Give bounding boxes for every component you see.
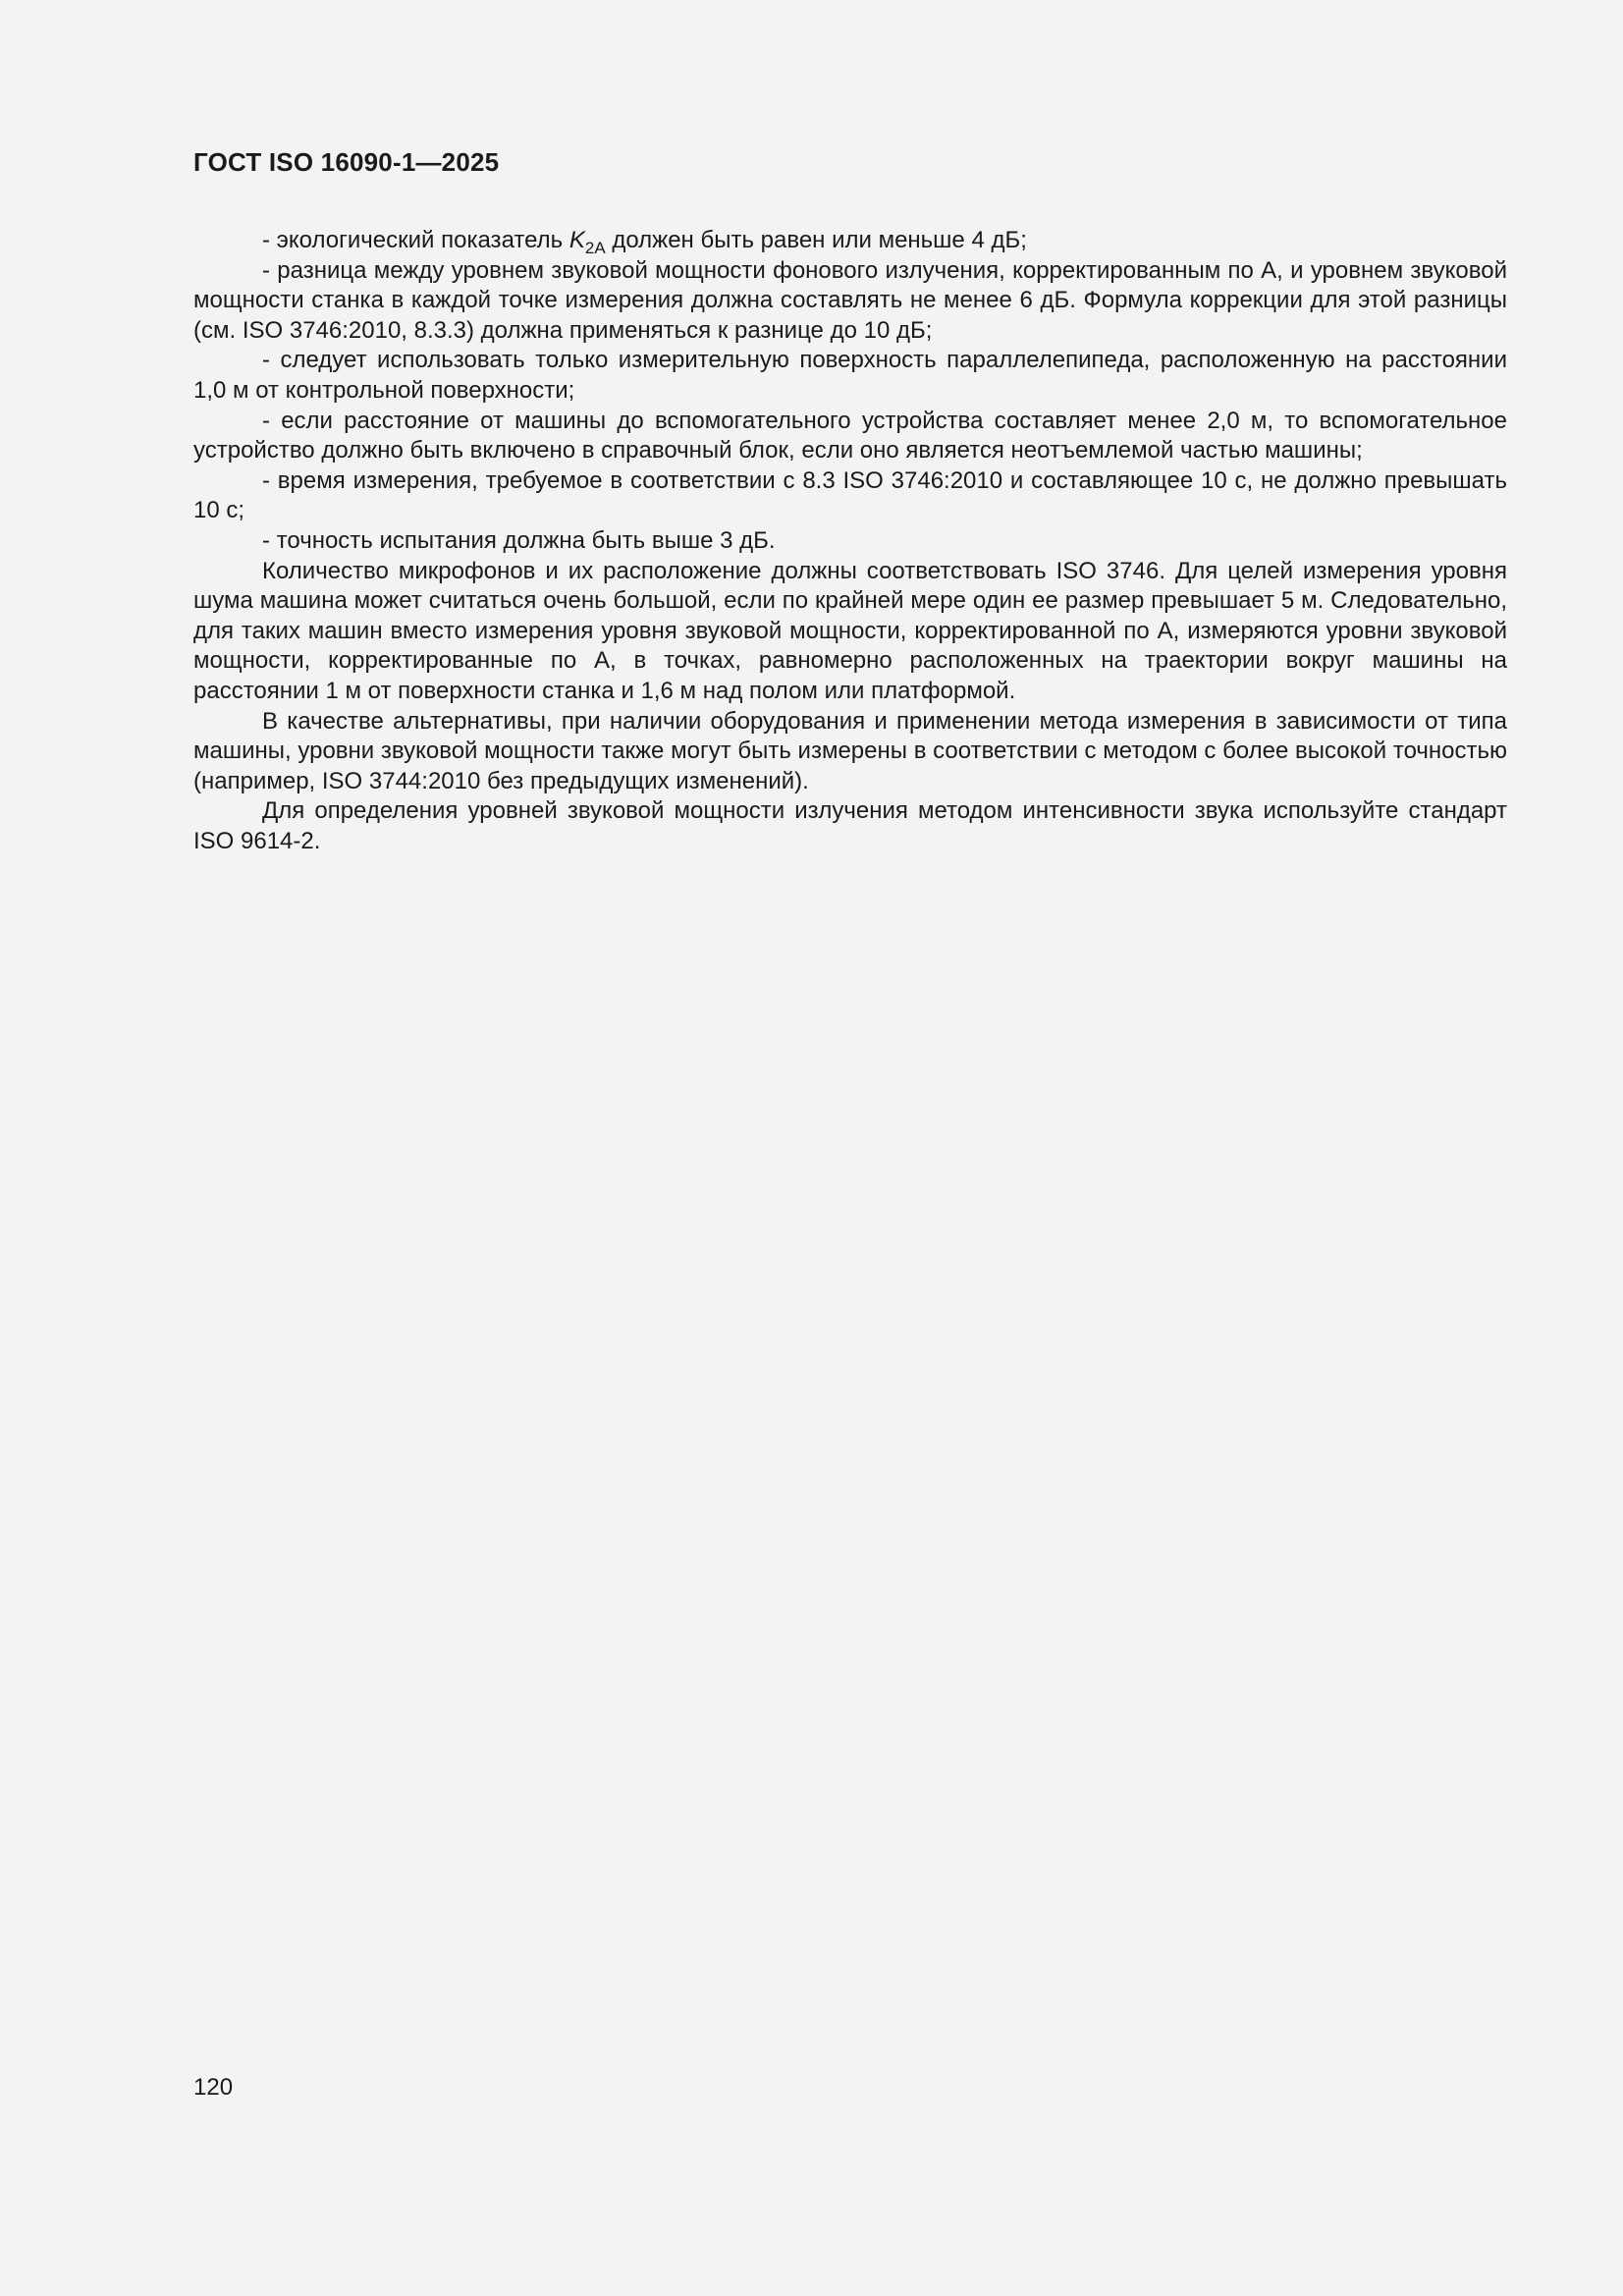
symbol-k: K — [568, 227, 585, 253]
paragraph-background-difference: - разница между уровнем звуковой мощности фонового излучения, корректированным по А, и уровнем звуковой мощности станка в каждой точке измерения должна составлять не менее 6 дБ. Формула коррекции для этой разницы (см. ISO 3746:2010, 8.3.3) должна применяться к разнице до 10 дБ; — [193, 256, 1507, 344]
paragraph-measurement-time: - время измерения, требуемое в соответствии с 8.3 ISO 3746:2010 и составляющее 10 с, не должно превышать 10 с; — [193, 466, 1507, 524]
symbol-subscript: 2A — [584, 239, 606, 257]
paragraph-alternative-method: В качестве альтернативы, при наличии оборудования и применении метода измерения в зависимости от типа машины, уровни звуковой мощности также могут быть измерены в соответствии с методом с более высокой точностью (например, ISO 3744:2010 без предыдущих изменений). — [193, 707, 1507, 794]
paragraph-eco-indicator — [193, 226, 1507, 256]
paragraph-intensity-method: Для определения уровней звуковой мощности излучения методом интенсивности звука используйте стандарт ISO 9614-2. — [193, 797, 1507, 854]
paragraph-microphones: Количество микрофонов и их расположение должны соответствовать ISO 3746. Для целей измерения уровня шума машина может считаться очень большой, если по крайней мере один ее размер превышает 5 м. Следовательно, для таких машин вместо измерения уровня звуковой мощности, корректированной по А, измеряются уровни звуковой мощности, корректированные по А, в точках, равномерно расположенных на траектории вокруг машины на расстоянии 1 м от поверхности станка и 1,6 м над полом или платформой. — [193, 557, 1507, 704]
text-segment: должен быть равен или меньше 4 дБ; — [605, 227, 1027, 253]
paragraph-measurement-surface: - следует использовать только измерительную поверхность параллелепипеда, расположенную на расстоянии 1,0 м от контрольной поверхности; — [193, 347, 1507, 404]
paragraph-test-accuracy: - точность испытания должна быть выше 3 дБ. — [262, 526, 776, 554]
document-header: ГОСТ ISO 16090-1—2025 — [193, 147, 500, 177]
page-number: 120 — [193, 2074, 234, 2101]
paragraph-auxiliary-device: - если расстояние от машины до вспомогательного устройства составляет менее 2,0 м, то вспомогательное устройство должно быть включено в справочный блок, если оно является неотъемлемой частью машины; — [193, 407, 1507, 465]
body-text — [193, 226, 1507, 856]
text-segment: - экологический показатель — [262, 227, 569, 253]
